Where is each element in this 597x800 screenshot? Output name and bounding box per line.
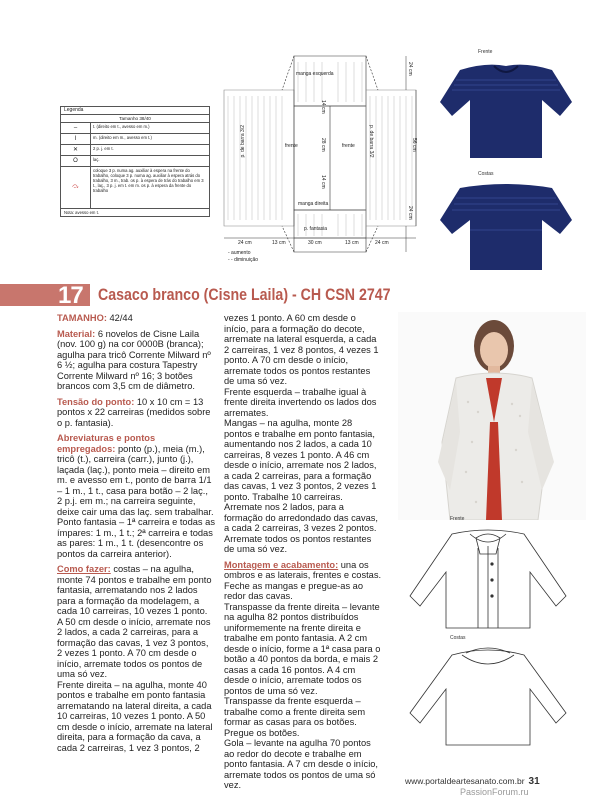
label-barra-left: p. de barra 3/2 <box>240 125 246 158</box>
footer-site: www.portaldeartesanato.com.br <box>405 776 525 786</box>
dim-56: 56 cm <box>411 138 417 152</box>
page-footer <box>405 776 540 787</box>
watermark: PassionForum.ru <box>460 787 529 797</box>
instructions-column-2: vezes 1 ponto. A 60 cm desde o início, para a formação do decote, arremate na lateral esquerda, a cada 2 carreiras, 1 vez 8 pontos, 4 vezes 1 ponto. A 70 cm desde o início, arremate todos os pontos restantes de uma só vez. Frente esquerda – trabalhe igual à frente direita invertendo os lados dos arremates. Mangas – na agulha, monte 28 pontos e trabalhe em ponto fantasia, aumentando nos 2 lados, a cada 10 carreiras, 8 vezes 1 ponto. A 46 cm desde o início, arremate nos 2 lados, a cada 2 carreiras, para a formação das cavas, 1 vez 3 pontos, 2 vezes 1 ponto. Trabalhe 10 carreiras. Arremate nos 2 lados, para a formação do arredondado das cavas, a cada 2 carreiras, 3 vezes 2 pontos. Arremate todos os pontos restantes de uma só vez. Montagem e acabamento: una os ombros e as laterais, frentes e costas. Feche as mangas e pregue-as ao redor das cavas. Transpasse da frente direita – levante na agulha 82 pontos distribuídos uniformemente na frente direita e trabalhe em ponto fantasia. A 2 cm desde o início, forme a 1ª casa para o botão a 40 pontos da borda, e mais 2 casas a cada 16 pontos. A 4 cm desde o início, arremate todos os pontos de uma só vez. Transpasse da frente esquerda – trabalhe como a frente direita sem formar as casas para os botões. Pregue os botões. Gola – levante na agulha 70 pontos ao redor do decote e trabalhe em ponto fantasia. A 7 cm desde o início, arremate todos os pontos de uma só vez. <box>224 313 382 790</box>
decrease-symbol-icon: ✕ <box>61 145 91 155</box>
pattern-title: Casaco branco (Cisne Laila) - CH CSN 2747 <box>98 286 391 304</box>
page-number: 31 <box>528 776 540 787</box>
label-manga-esquerda: manga esquerda <box>296 71 334 77</box>
pattern-number: 17 <box>58 282 83 309</box>
tensao-heading: Tensão do ponto: <box>57 396 135 407</box>
instructions-column-1: TAMANHO: 42/44 Material: 6 novelos de Cisne Laila (nov. 100 g) na cor 0000B (branca); agulha para tricô Corrente Milward nº 6 ½; agulha para costura Tapestry Corrente Milward nº 16; 3 botões brancos com 3,5 cm de diâmetro. Tensão do ponto: 10 x 10 cm = 13 pontos x 22 carreiras (medidos sobre o p. fantasia). Abreviaturas e pontos empregados: ponto (p.), meia (m.), tricô (t.), carreira (carr.), junto (j.), laçada (laç.), ponto meia – direito em m. e avesso em t., ponto de barra 1/1 – 1 m., 1 t., casa para botão – 2 laç., 2 p.j. em m.; na carreira seguinte, deixe cair uma das laç. sem trabalhar. Ponto fantasia – 1ª carreira e todas as ímpares: 1 m., 1 t.; 2ª carreira e todas as pares: 1 m., 1 t. (desencontre os pontos da carreira anterior). Como fazer: costas – na agulha, monte 74 pontos e trabalhe em ponto fantasia, arrematando nos 2 lados para a formação da modelagem, a cada 10 carreiras, 10 vezes 1 ponto. A 50 cm desde o início, arremate nos 2 lados, a cada 2 carreiras, para a formação das cavas, 1 vez 3 pontos, 2 vezes 1 ponto. A 70 cm desde o início, arremate todos os pontos de uma só vez. Frente direita – na agulha, monte 40 pontos e trabalhe em ponto fantasia arrematando na lateral direita, a cada 10 carreiras, 10 vezes 1 ponto. A 50 cm desde o início, arremate na lateral direita, para a formação da cava, a cada 2 carreiras, 1 vez 3 pontos, 2 <box>57 313 215 753</box>
dim-24-top: 24 cm <box>407 62 413 76</box>
dim-28: 28 cm <box>320 138 326 152</box>
legend-row: ⤼ coloque 3 p. numa ag. auxiliar à espera na frente do trabalho, coloque 3 p. numa ag. auxiliar à espera atrás do trabalho, 3 m., trab. os p. à espera de trás do trabalho em 3 t., laç., 3 p. j. em t. em m. os p. à espera da frente do trabalho <box>61 167 209 209</box>
key-diminuicao: - - diminuição <box>228 257 259 263</box>
legend-note: Nota: avesso em t. <box>64 210 99 215</box>
photo-label-costas: Costas <box>478 171 494 177</box>
yarn-over-symbol-icon: O <box>61 156 91 166</box>
label-frente-right: frente <box>342 143 355 149</box>
dim-14-bottom: 14 cm <box>320 175 326 189</box>
label-p-fantasia: p. fantasia <box>304 226 328 232</box>
knit-symbol-icon: I <box>61 134 91 144</box>
legend-title: Legenda <box>61 107 209 115</box>
legend-row: – t. (direito em t., avesso em m.) <box>61 123 209 134</box>
photo-label-frente: Frente <box>478 49 493 55</box>
legend-table <box>60 106 210 217</box>
legend-row: I m. (direito em m., avesso em t.) <box>61 134 209 145</box>
dim-w4: 13 cm <box>345 240 359 246</box>
navy-sweater-back-photo <box>436 180 576 276</box>
abreviaturas-heading: Abreviaturas e pontos empregados: <box>57 433 156 454</box>
pattern-title-bar <box>0 282 597 309</box>
cardigan-back-sketch <box>396 643 584 749</box>
legend-size: Tamanho 38/40 <box>61 115 209 123</box>
dim-w5: 24 cm <box>375 240 389 246</box>
sketch-label-costas: Costas <box>450 635 466 641</box>
purl-symbol-icon: – <box>61 123 91 133</box>
navy-sweater-front-photo <box>436 58 576 164</box>
legend-row: O laç. <box>61 156 209 167</box>
frente-direita-text: Frente direita – na agulha, monte 40 pontos e trabalhe em ponto fantasia arrematando na lateral direita, a cada 10 carreiras, 10 vezes 1 ponto. A 50 cm desde o início, arremate na lateral direita, para a formação da cava, a cada 2 carreiras, 1 vez 3 pontos, 2 <box>57 679 213 753</box>
label-barra-right: p. de barra 3/2 <box>368 125 374 158</box>
como-fazer-heading: Como fazer: <box>57 564 111 574</box>
label-frente-left: frente <box>285 143 298 149</box>
dim-24-bottom: 24 cm <box>407 206 413 220</box>
montagem-heading: Montagem e acabamento: <box>224 559 339 570</box>
dim-w3: 30 cm <box>308 240 322 246</box>
cardigan-front-sketch <box>396 524 584 634</box>
dim-14-top: 14 cm <box>320 100 326 114</box>
material-heading: Material: <box>57 328 96 339</box>
key-aumento: - aumento <box>228 250 251 256</box>
legend-row: ✕ 2 p. j. em t. <box>61 145 209 156</box>
cable-symbol-icon: ⤼ <box>61 167 91 208</box>
label-manga-direita: manga direita <box>298 201 329 207</box>
sketch-label-frente: Frente <box>450 516 465 522</box>
dim-w2: 13 cm <box>272 240 286 246</box>
dim-w1: 24 cm <box>238 240 252 246</box>
tamanho-heading: TAMANHO: <box>57 313 107 323</box>
model-white-cardigan-photo <box>398 312 586 520</box>
